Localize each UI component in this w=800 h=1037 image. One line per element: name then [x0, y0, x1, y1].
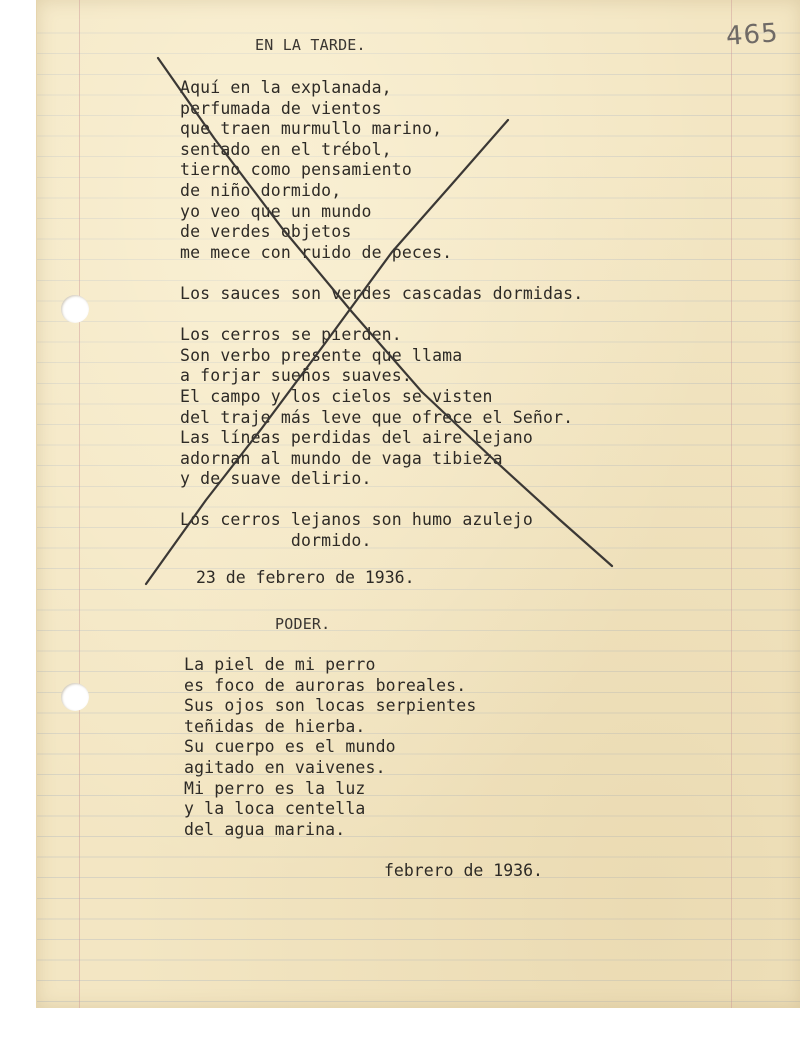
- binder-hole-lower: [61, 683, 89, 711]
- poem1-line: Las líneas perdidas del aire lejano: [180, 428, 533, 448]
- poem1-line: de verdes objetos: [180, 222, 352, 242]
- poem1-line: Los sauces son verdes cascadas dormidas.: [180, 283, 584, 303]
- poem1-line: yo veo que un mundo: [180, 201, 372, 221]
- stanza-gap: [180, 305, 583, 326]
- poem1-line: del traje más leve que ofrece el Señor.: [180, 407, 574, 427]
- poem1-line: Son verbo presente que llama: [180, 345, 463, 365]
- poem2-line: y la loca centella: [184, 799, 366, 819]
- poem2-body: [184, 655, 476, 840]
- poem2-line: es foco de auroras boreales.: [184, 675, 467, 695]
- poem2-line: agitado en vaivenes.: [184, 757, 386, 777]
- stanza-gap: [180, 263, 583, 284]
- poem2-line: teñidas de hierba.: [184, 716, 366, 736]
- poem2-date: febrero de 1936.: [384, 861, 543, 880]
- poem1-line: Aquí en la explanada,: [180, 78, 392, 97]
- poem1-line: dormido.: [180, 531, 372, 551]
- poem1-body: [180, 78, 583, 552]
- poem1-line: Los cerros lejanos son humo azulejo: [180, 510, 533, 530]
- poem1-line: de niño dormido,: [180, 180, 342, 200]
- binder-hole-upper: [61, 295, 89, 323]
- poem1-date: 23 de febrero de 1936.: [196, 568, 415, 587]
- poem1-line: me mece con ruido de peces.: [180, 242, 453, 262]
- poem2-line: Mi perro es la luz: [184, 778, 366, 798]
- poem2-title: PODER.: [275, 615, 331, 633]
- poem1-line: El campo y los cielos se visten: [180, 386, 493, 406]
- page-number: 465: [725, 18, 780, 52]
- poem1-line: Los cerros se pierden.: [180, 325, 402, 345]
- poem2-line: del agua marina.: [184, 819, 346, 839]
- left-margin-rule: [79, 0, 80, 1008]
- poem2-line: Sus ojos son locas serpientes: [184, 696, 477, 716]
- poem1-line: a forjar sueños suaves.: [180, 366, 412, 386]
- poem2-line: Su cuerpo es el mundo: [184, 737, 396, 757]
- poem1-line: adornan al mundo de vaga tibieza: [180, 448, 503, 468]
- poem1-title: EN LA TARDE.: [255, 36, 366, 54]
- poem1-line: y de suave delirio.: [180, 469, 372, 489]
- poem1-line: tierno como pensamiento: [180, 160, 412, 180]
- poem1-line: que traen murmullo marino,: [180, 119, 443, 139]
- stanza-gap: [180, 490, 583, 511]
- poem1-line: perfumada de vientos: [180, 98, 382, 118]
- right-margin-rule: [731, 0, 732, 1008]
- poem2-line: La piel de mi perro: [184, 655, 376, 674]
- poem1-line: sentado en el trébol,: [180, 139, 392, 159]
